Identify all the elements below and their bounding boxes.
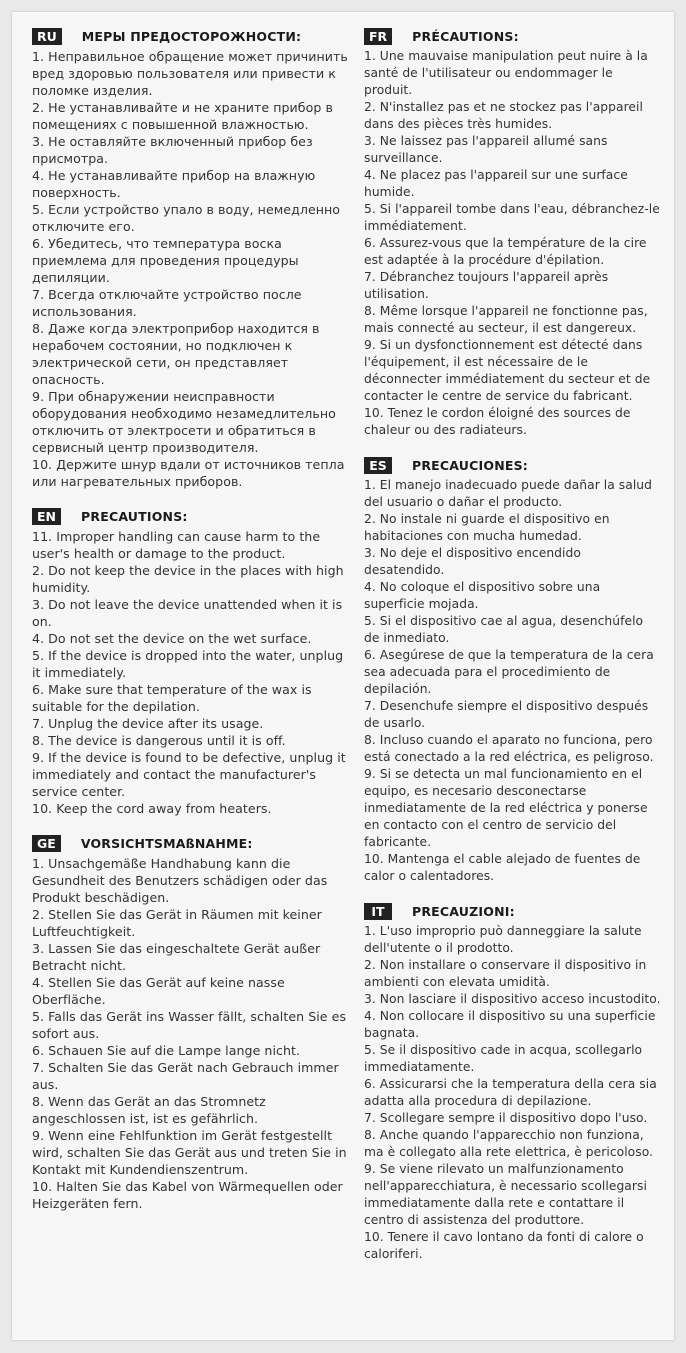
precautions-list bbox=[32, 528, 350, 817]
list-item: 1. Une mauvaise manipulation peut nuire à la santé de l'utilisateur ou endommager le produit. bbox=[364, 49, 648, 97]
list-item: 3. Не оставляйте включенный прибор без присмотра. bbox=[32, 134, 313, 166]
list-item: 5. Falls das Gerät ins Wasser fällt, schalten Sie es sofort aus. bbox=[32, 1009, 347, 1041]
section-title: МЕРЫ ПРЕДОСТОРОЖНОСТИ: bbox=[81, 28, 302, 44]
list-item: 1. L'uso improprio può danneggiare la salute dell'utente o il prodotto. bbox=[364, 924, 642, 955]
list-item: 6. Schauen Sie auf die Lampe lange nicht. bbox=[32, 1043, 301, 1058]
list-item: 8. The device is dangerous until it is off. bbox=[32, 733, 286, 748]
list-item: 11. Improper handling can cause harm to the user's health or damage to the product. bbox=[32, 529, 321, 561]
section-header bbox=[32, 506, 350, 526]
list-item: 3. Lassen Sie das eingeschaltete Gerät außer Betracht nicht. bbox=[32, 941, 321, 973]
language-badge: GE bbox=[32, 835, 61, 852]
section-title: PRECAUTIONS: bbox=[81, 508, 188, 524]
list-item: 2. No instale ni guarde el dispositivo en habitaciones con mucha humedad. bbox=[364, 512, 610, 543]
precautions-list bbox=[364, 923, 662, 1263]
right-column bbox=[364, 26, 662, 1279]
list-item: 7. Всегда отключайте устройство после использования. bbox=[32, 287, 302, 319]
list-item: 9. Si se detecta un mal funcionamiento en el equipo, es necesario desconectarse inmediatamente de la red eléctrica y ponerse en contacto con el centro de servicio del fabricante. bbox=[364, 767, 648, 849]
section-ru bbox=[32, 26, 350, 490]
list-item: 4. Не устанавливайте прибор на влажную поверхность. bbox=[32, 168, 316, 200]
list-item: 2. N'installez pas et ne stockez pas l'appareil dans des pièces très humides. bbox=[364, 100, 643, 131]
list-item: 6. Asegúrese de que la temperatura de la cera sea adecuada para el procedimiento de depilación. bbox=[364, 648, 654, 696]
list-item: 9. If the device is found to be defective, unplug it immediately and contact the manufacturer's service center. bbox=[32, 750, 346, 799]
list-item: 10. Держите шнур вдали от источников тепла или нагревательных приборов. bbox=[32, 457, 345, 489]
section-title: VORSICHTSMAßNAHME: bbox=[80, 835, 253, 851]
list-item: 9. Wenn eine Fehlfunktion im Gerät festgestellt wird, schalten Sie das Gerät aus und treten Sie in Kontakt mit Kundendienszentrum. bbox=[32, 1128, 347, 1177]
list-item: 8. Incluso cuando el aparato no funciona, pero está conectado a la red eléctrica, es peligroso. bbox=[364, 733, 654, 764]
section-header bbox=[364, 26, 662, 46]
list-item: 7. Scollegare sempre il dispositivo dopo l'uso. bbox=[364, 1111, 648, 1125]
section-header bbox=[364, 901, 662, 921]
list-item: 1. Неправильное обращение может причинить вред здоровью пользователя или привести к поломке изделия. bbox=[32, 49, 348, 98]
list-item: 2. Do not keep the device in the places with high humidity. bbox=[32, 563, 344, 595]
language-badge: IT bbox=[364, 903, 392, 920]
language-badge: RU bbox=[32, 28, 62, 45]
list-item: 4. Do not set the device on the wet surface. bbox=[32, 631, 312, 646]
list-item: 10. Halten Sie das Kabel von Wärmequellen oder Heizgeräten fern. bbox=[32, 1179, 343, 1211]
list-item: 5. If the device is dropped into the water, unplug it immediately. bbox=[32, 648, 344, 680]
list-item: 7. Unplug the device after its usage. bbox=[32, 716, 264, 731]
section-title: PRECAUZIONI: bbox=[412, 903, 515, 919]
list-item: 4. Non collocare il dispositivo su una superficie bagnata. bbox=[364, 1009, 656, 1040]
list-item: 5. Se il dispositivo cade in acqua, scollegarlo immediatamente. bbox=[364, 1043, 643, 1074]
list-item: 4. No coloque el dispositivo sobre una superficie mojada. bbox=[364, 580, 601, 611]
list-item: 3. Ne laissez pas l'appareil allumé sans surveillance. bbox=[364, 134, 608, 165]
list-item: 2. Non installare o conservare il dispositivo in ambienti con elevata umidità. bbox=[364, 958, 647, 989]
section-en bbox=[32, 506, 350, 817]
list-item: 6. Make sure that temperature of the wax is suitable for the depilation. bbox=[32, 682, 312, 714]
list-item: 7. Desenchufe siempre el dispositivo después de usarlo. bbox=[364, 699, 649, 730]
list-item: 10. Keep the cord away from heaters. bbox=[32, 801, 272, 816]
section-es bbox=[364, 455, 662, 885]
section-fr bbox=[364, 26, 662, 439]
section-header bbox=[364, 455, 662, 475]
language-badge: FR bbox=[364, 28, 392, 45]
list-item: 8. Даже когда электроприбор находится в нерабочем состоянии, но подключен к электрической сети, он представляет опасность. bbox=[32, 321, 320, 387]
list-item: 3. Do not leave the device unattended when it is on. bbox=[32, 597, 343, 629]
list-item: 8. Même lorsque l'appareil ne fonctionne pas, mais connecté au secteur, il est dangereux. bbox=[364, 304, 648, 335]
precautions-list bbox=[32, 48, 350, 490]
section-header bbox=[32, 833, 350, 853]
list-item: 10. Tenez le cordon éloigné des sources de chaleur ou des radiateurs. bbox=[364, 406, 631, 437]
list-item: 5. Если устройство упало в воду, немедленно отключите его. bbox=[32, 202, 341, 234]
list-item: 5. Si el dispositivo cae al agua, desenchúfelo de inmediato. bbox=[364, 614, 644, 645]
list-item: 9. При обнаружении неисправности оборудования необходимо незамедлительно отключить от электросети и обратиться в сервисный центр производителя. bbox=[32, 389, 336, 455]
precautions-list bbox=[364, 477, 662, 885]
language-badge: ES bbox=[364, 457, 392, 474]
list-item: 9. Se viene rilevato un malfunzionamento nell'apparecchiatura, è necessario scollegarsi immediatamente dalla rete e contattare il centro di assistenza del produttore. bbox=[364, 1162, 647, 1227]
list-item: 2. Не устанавливайте и не храните прибор в помещениях с повышенной влажностью. bbox=[32, 100, 333, 132]
section-it bbox=[364, 901, 662, 1263]
list-item: 7. Débranchez toujours l'appareil après utilisation. bbox=[364, 270, 609, 301]
list-item: 8. Wenn das Gerät an das Stromnetz angeschlossen ist, ist es gefährlich. bbox=[32, 1094, 266, 1126]
list-item: 6. Убедитесь, что температура воска приемлема для проведения процедуры депиляции. bbox=[32, 236, 299, 285]
list-item: 1. Unsachgemäße Handhabung kann die Gesundheit des Benutzers schädigen oder das Produkt beschädigen. bbox=[32, 856, 328, 905]
list-item: 10. Tenere il cavo lontano da fonti di calore o caloriferi. bbox=[364, 1230, 644, 1261]
list-item: 2. Stellen Sie das Gerät in Räumen mit keiner Luftfeuchtigkeit. bbox=[32, 907, 322, 939]
section-header bbox=[32, 26, 350, 46]
list-item: 5. Si l'appareil tombe dans l'eau, débranchez-le immédiatement. bbox=[364, 202, 660, 233]
precautions-list bbox=[32, 855, 350, 1212]
list-item: 6. Assicurarsi che la temperatura della cera sia adatta alla procedura di depilazione. bbox=[364, 1077, 657, 1108]
list-item: 7. Schalten Sie das Gerät nach Gebrauch immer aus. bbox=[32, 1060, 339, 1092]
list-item: 4. Stellen Sie das Gerät auf keine nasse Oberfläche. bbox=[32, 975, 285, 1007]
list-item: 8. Anche quando l'apparecchio non funziona, ma è collegato alla rete elettrica, è pericoloso. bbox=[364, 1128, 654, 1159]
section-ge bbox=[32, 833, 350, 1212]
list-item: 9. Si un dysfonctionnement est détecté dans l'équipement, il est nécessaire de le déconnecter immédiatement du secteur et de contacter le centre de service du fabricant. bbox=[364, 338, 651, 403]
list-item: 4. Ne placez pas l'appareil sur une surface humide. bbox=[364, 168, 628, 199]
list-item: 6. Assurez-vous que la température de la cire est adaptée à la procédure d'épilation. bbox=[364, 236, 647, 267]
precautions-list bbox=[364, 48, 662, 439]
list-item: 3. Non lasciare il dispositivo acceso incustodito. bbox=[364, 992, 661, 1006]
section-title: PRÉCAUTIONS: bbox=[412, 28, 519, 44]
language-badge: EN bbox=[32, 508, 61, 525]
instruction-sheet bbox=[12, 12, 674, 1340]
list-item: 3. No deje el dispositivo encendido desatendido. bbox=[364, 546, 581, 577]
section-title: PRECAUCIONES: bbox=[412, 457, 528, 473]
left-column bbox=[32, 26, 350, 1228]
list-item: 10. Mantenga el cable alejado de fuentes de calor o calentadores. bbox=[364, 852, 641, 883]
list-item: 1. El manejo inadecuado puede dañar la salud del usuario o dañar el producto. bbox=[364, 478, 652, 509]
